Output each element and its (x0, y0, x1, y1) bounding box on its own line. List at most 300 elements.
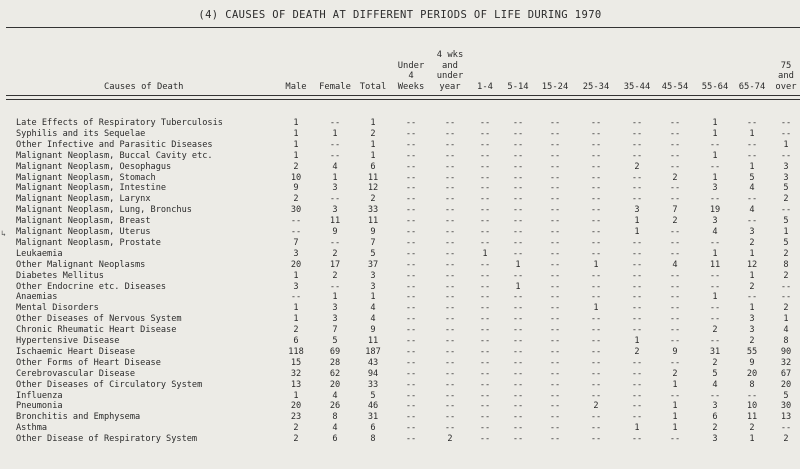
cell-25-34: -- (590, 423, 602, 434)
cell-1-4: -- (479, 368, 491, 379)
cell-75: 8 (783, 259, 789, 270)
cell-male: 2 (293, 434, 299, 445)
cell-total: 2 (370, 194, 376, 205)
cell-75: -- (780, 205, 792, 216)
cell-total: 6 (370, 423, 376, 434)
cell-u4w: -- (405, 150, 417, 161)
cell-4w1y: -- (444, 401, 456, 412)
cause-label: Cerebrovascular Disease (16, 368, 135, 379)
cell-5-14: -- (512, 248, 524, 259)
cell-55-64: 19 (709, 205, 721, 216)
cell-45-54: -- (669, 118, 681, 128)
column-header-25-34: 25-34 (582, 81, 610, 92)
cell-45-54: -- (669, 292, 681, 303)
cell-35-44: -- (631, 357, 643, 368)
cell-1-4: -- (479, 357, 491, 368)
cell-u4w: -- (405, 172, 417, 183)
cell-1-4: -- (479, 216, 491, 227)
cell-45-54: -- (669, 303, 681, 314)
column-header-male: Male (285, 81, 307, 92)
cell-15-24: -- (549, 434, 561, 445)
cell-15-24: -- (549, 183, 561, 194)
cause-label: Mental Disorders (16, 303, 99, 314)
cell-75: 1 (783, 227, 789, 237)
cause-label: Chronic Rheumatic Heart Disease (16, 325, 177, 336)
cell-75: 90 (780, 346, 792, 357)
cell-25-34: 2 (593, 401, 599, 412)
table-row (0, 260, 800, 271)
cell-25-34: -- (590, 379, 602, 390)
cell-75: 13 (780, 412, 792, 423)
cell-35-44: -- (631, 292, 643, 303)
cell-4w1y: -- (444, 237, 456, 248)
cause-label: Other Forms of Heart Disease (16, 357, 161, 368)
cell-65-74: 3 (749, 325, 755, 336)
cell-55-64: -- (709, 336, 721, 346)
column-header-5-14: 5-14 (507, 81, 529, 92)
cell-15-24: -- (549, 237, 561, 248)
cell-u4w: -- (405, 303, 417, 314)
cell-4w1y: -- (444, 128, 456, 139)
cell-male: 1 (293, 303, 299, 314)
cell-25-34: 1 (593, 259, 599, 270)
cell-4w1y: -- (444, 216, 456, 227)
cell-1-4: -- (479, 118, 491, 128)
cell-4w1y: -- (444, 205, 456, 216)
cell-75: 4 (783, 325, 789, 336)
table-row (0, 183, 800, 194)
table-row (0, 162, 800, 173)
cell-35-44: -- (631, 194, 643, 205)
cell-5-14: -- (512, 161, 524, 172)
cell-1-4: -- (479, 237, 491, 248)
cell-45-54: -- (669, 281, 681, 292)
cause-label: Diabetes Mellitus (16, 270, 104, 281)
cell-u4w: -- (405, 183, 417, 194)
cell-female: 11 (329, 216, 341, 227)
cell-u4w: -- (405, 412, 417, 423)
cell-1-4: -- (479, 390, 491, 401)
cell-5-14: -- (512, 292, 524, 303)
cell-5-14: -- (512, 172, 524, 183)
cell-25-34: -- (590, 139, 602, 150)
cell-15-24: -- (549, 314, 561, 325)
table-row (0, 249, 800, 260)
cell-35-44: 3 (634, 205, 640, 216)
cell-35-44: -- (631, 172, 643, 183)
cell-35-44: -- (631, 237, 643, 248)
cause-label: Pneumonia (16, 401, 63, 412)
cell-u4w: -- (405, 281, 417, 292)
cell-total: 2 (370, 128, 376, 139)
column-header-4w1y: 4 wks and under year (436, 50, 464, 92)
cell-65-74: 2 (749, 336, 755, 346)
cell-75: -- (780, 423, 792, 434)
cell-65-74: 1 (749, 303, 755, 314)
table-row (0, 412, 800, 423)
cell-male: 13 (290, 379, 302, 390)
cell-u4w: -- (405, 379, 417, 390)
cell-35-44: 1 (634, 423, 640, 434)
cell-4w1y: 2 (447, 434, 453, 445)
header-rule-lower (6, 99, 800, 100)
cell-total: 37 (367, 259, 379, 270)
cell-25-34: -- (590, 183, 602, 194)
cell-65-74: -- (746, 139, 758, 150)
cell-75: 8 (783, 336, 789, 346)
cell-55-64: 5 (712, 368, 718, 379)
cause-label: Malignant Neoplasm, Stomach (16, 172, 156, 183)
cell-total: 5 (370, 390, 376, 401)
cell-75: 5 (783, 390, 789, 401)
cell-65-74: 1 (749, 128, 755, 139)
column-header-55-64: 55-64 (701, 81, 729, 92)
cell-5-14: -- (512, 434, 524, 445)
table-row (0, 151, 800, 162)
cell-15-24: -- (549, 139, 561, 150)
cell-female: 3 (332, 183, 338, 194)
cell-55-64: 1 (712, 118, 718, 128)
cell-75: 20 (780, 379, 792, 390)
cell-5-14: -- (512, 379, 524, 390)
cell-1-4: -- (479, 336, 491, 346)
cell-5-14: -- (512, 216, 524, 227)
cell-75: 5 (783, 237, 789, 248)
cell-female: 17 (329, 259, 341, 270)
cell-25-34: -- (590, 325, 602, 336)
cell-35-44: -- (631, 248, 643, 259)
cause-label: Malignant Neoplasm, Oesophagus (16, 161, 172, 172)
cell-total: 94 (367, 368, 379, 379)
table-row (0, 205, 800, 216)
cell-15-24: -- (549, 412, 561, 423)
cell-35-44: 2 (634, 161, 640, 172)
cell-45-54: -- (669, 227, 681, 237)
cell-25-34: -- (590, 248, 602, 259)
cell-female: 1 (332, 172, 338, 183)
cell-55-64: -- (709, 161, 721, 172)
cell-u4w: -- (405, 390, 417, 401)
cell-total: 9 (370, 325, 376, 336)
cell-1-4: -- (479, 205, 491, 216)
cell-4w1y: -- (444, 194, 456, 205)
cell-35-44: -- (631, 390, 643, 401)
cell-male: 3 (293, 248, 299, 259)
cell-15-24: -- (549, 118, 561, 128)
cell-4w1y: -- (444, 227, 456, 237)
cell-5-14: -- (512, 423, 524, 434)
cell-u4w: -- (405, 270, 417, 281)
column-header-total: Total (359, 81, 387, 92)
cell-15-24: -- (549, 390, 561, 401)
cell-65-74: 9 (749, 357, 755, 368)
table-row (0, 194, 800, 205)
cell-4w1y: -- (444, 336, 456, 346)
cell-55-64: 1 (712, 150, 718, 161)
cell-25-34: -- (590, 172, 602, 183)
cell-55-64: 3 (712, 401, 718, 412)
cell-55-64: 1 (712, 292, 718, 303)
cell-55-64: -- (709, 281, 721, 292)
cell-65-74: 5 (749, 172, 755, 183)
cell-1-4: -- (479, 128, 491, 139)
cell-15-24: -- (549, 357, 561, 368)
cell-4w1y: -- (444, 270, 456, 281)
cell-5-14: -- (512, 227, 524, 237)
cell-1-4: -- (479, 292, 491, 303)
cell-65-74: 1 (749, 434, 755, 445)
cell-75: -- (780, 128, 792, 139)
cell-female: 20 (329, 379, 341, 390)
cell-65-74: 20 (746, 368, 758, 379)
cell-45-54: 1 (672, 412, 678, 423)
cell-35-44: -- (631, 401, 643, 412)
cell-15-24: -- (549, 248, 561, 259)
cell-45-54: 4 (672, 259, 678, 270)
cell-75: 3 (783, 161, 789, 172)
table-row (0, 118, 800, 129)
cell-4w1y: -- (444, 303, 456, 314)
cell-75: 2 (783, 248, 789, 259)
cell-female: 7 (332, 325, 338, 336)
cell-65-74: 2 (749, 237, 755, 248)
cell-total: 5 (370, 248, 376, 259)
cell-25-34: -- (590, 194, 602, 205)
cell-5-14: -- (512, 357, 524, 368)
cell-45-54: 2 (672, 216, 678, 227)
cell-65-74: 3 (749, 314, 755, 325)
cell-35-44: -- (631, 259, 643, 270)
cell-35-44: -- (631, 128, 643, 139)
cell-55-64: 2 (712, 357, 718, 368)
cell-female: 4 (332, 161, 338, 172)
cell-75: 32 (780, 357, 792, 368)
cell-4w1y: -- (444, 346, 456, 357)
cell-total: 33 (367, 379, 379, 390)
cause-label: Asthma (16, 423, 48, 434)
cell-25-34: -- (590, 434, 602, 445)
cell-total: 187 (365, 346, 381, 357)
cell-5-14: -- (512, 336, 524, 346)
cell-5-14: -- (512, 128, 524, 139)
cell-female: 3 (332, 205, 338, 216)
cell-4w1y: -- (444, 292, 456, 303)
cell-55-64: -- (709, 194, 721, 205)
cause-label: Malignant Neoplasm, Uterus (16, 227, 151, 237)
cause-label: Malignant Neoplasm, Prostate (16, 237, 161, 248)
cell-u4w: -- (405, 248, 417, 259)
cell-65-74: 11 (746, 412, 758, 423)
cell-total: 1 (370, 150, 376, 161)
cell-15-24: -- (549, 205, 561, 216)
cell-55-64: 3 (712, 183, 718, 194)
cell-45-54: 1 (672, 401, 678, 412)
cell-15-24: -- (549, 281, 561, 292)
cell-45-54: -- (669, 128, 681, 139)
cell-15-24: -- (549, 325, 561, 336)
cell-u4w: -- (405, 227, 417, 237)
cell-75: 30 (780, 401, 792, 412)
cell-15-24: -- (549, 172, 561, 183)
cell-25-34: -- (590, 314, 602, 325)
cell-5-14: -- (512, 118, 524, 128)
cause-label: Other Diseases of Circulatory System (16, 379, 203, 390)
cell-65-74: 2 (749, 281, 755, 292)
cell-5-14: -- (512, 194, 524, 205)
cell-total: 4 (370, 303, 376, 314)
cell-male: 1 (293, 314, 299, 325)
cell-male: 1 (293, 139, 299, 150)
cell-female: 5 (332, 336, 338, 346)
cell-total: 31 (367, 412, 379, 423)
cell-4w1y: -- (444, 281, 456, 292)
cell-25-34: -- (590, 346, 602, 357)
table-row (0, 282, 800, 293)
table-row (0, 216, 800, 227)
table-row (0, 434, 800, 445)
cell-1-4: -- (479, 314, 491, 325)
cell-female: 4 (332, 423, 338, 434)
cell-75: 2 (783, 303, 789, 314)
cause-label: Leukaemia (16, 248, 63, 259)
table-row (0, 140, 800, 151)
cell-75: -- (780, 281, 792, 292)
cell-25-34: -- (590, 412, 602, 423)
cell-15-24: -- (549, 270, 561, 281)
cell-5-14: -- (512, 237, 524, 248)
cell-female: 2 (332, 248, 338, 259)
cell-1-4: -- (479, 150, 491, 161)
cell-45-54: 2 (672, 368, 678, 379)
column-header-1-4: 1-4 (477, 81, 493, 92)
cell-45-54: -- (669, 336, 681, 346)
cell-4w1y: -- (444, 183, 456, 194)
cell-4w1y: -- (444, 325, 456, 336)
cell-55-64: -- (709, 270, 721, 281)
cause-label: Other Infective and Parasitic Diseases (16, 139, 213, 150)
cause-label: Influenza (16, 390, 63, 401)
column-header-45-54: 45-54 (661, 81, 689, 92)
cell-65-74: 55 (746, 346, 758, 357)
cell-65-74: -- (746, 390, 758, 401)
cell-total: 33 (367, 205, 379, 216)
cell-female: 69 (329, 346, 341, 357)
cell-35-44: -- (631, 412, 643, 423)
cell-female: 1 (332, 128, 338, 139)
cell-u4w: -- (405, 434, 417, 445)
cell-male: 3 (293, 281, 299, 292)
cell-1-4: -- (479, 270, 491, 281)
cell-45-54: -- (669, 183, 681, 194)
cell-male: 23 (290, 412, 302, 423)
cell-65-74: 4 (749, 205, 755, 216)
cell-male: 7 (293, 237, 299, 248)
table-row (0, 391, 800, 402)
table-row (0, 303, 800, 314)
cell-1-4: -- (479, 325, 491, 336)
cell-55-64: 6 (712, 412, 718, 423)
cell-u4w: -- (405, 401, 417, 412)
cell-male: 10 (290, 172, 302, 183)
cell-1-4: -- (479, 259, 491, 270)
cell-u4w: -- (405, 216, 417, 227)
cell-15-24: -- (549, 346, 561, 357)
cell-15-24: -- (549, 292, 561, 303)
cell-45-54: 7 (672, 205, 678, 216)
cell-u4w: -- (405, 314, 417, 325)
cell-total: 12 (367, 183, 379, 194)
column-header-u4w: Under 4 Weeks (397, 60, 425, 92)
cell-total: 11 (367, 336, 379, 346)
cell-total: 8 (370, 434, 376, 445)
cell-15-24: -- (549, 303, 561, 314)
cell-55-64: 4 (712, 227, 718, 237)
cell-female: -- (329, 139, 341, 150)
cell-65-74: 8 (749, 379, 755, 390)
cell-65-74: 1 (749, 270, 755, 281)
cell-1-4: -- (479, 412, 491, 423)
cell-65-74: -- (746, 118, 758, 128)
cell-female: 3 (332, 303, 338, 314)
cell-male: 15 (290, 357, 302, 368)
cell-75: 5 (783, 216, 789, 227)
table-row (0, 271, 800, 282)
cell-male: 1 (293, 270, 299, 281)
cell-45-54: -- (669, 161, 681, 172)
cell-1-4: -- (479, 172, 491, 183)
cell-male: -- (290, 292, 302, 303)
cell-55-64: 1 (712, 248, 718, 259)
table-row (0, 358, 800, 369)
cell-4w1y: -- (444, 161, 456, 172)
cell-female: 28 (329, 357, 341, 368)
cell-female: 1 (332, 292, 338, 303)
cell-25-34: -- (590, 237, 602, 248)
cell-4w1y: -- (444, 368, 456, 379)
cause-label: Other Malignant Neoplasms (16, 259, 146, 270)
cell-25-34: -- (590, 227, 602, 237)
cell-5-14: -- (512, 346, 524, 357)
cell-u4w: -- (405, 118, 417, 128)
cell-female: -- (329, 194, 341, 205)
cell-u4w: -- (405, 423, 417, 434)
cell-male: -- (290, 227, 302, 237)
cell-4w1y: -- (444, 259, 456, 270)
cell-male: 1 (293, 150, 299, 161)
cell-35-44: -- (631, 325, 643, 336)
cell-5-14: -- (512, 205, 524, 216)
cause-label: Other Endocrine etc. Diseases (16, 281, 167, 292)
cell-15-24: -- (549, 259, 561, 270)
cell-35-44: -- (631, 368, 643, 379)
cell-65-74: 12 (746, 259, 758, 270)
cell-4w1y: -- (444, 118, 456, 128)
cell-4w1y: -- (444, 150, 456, 161)
cell-75: 2 (783, 270, 789, 281)
cell-u4w: -- (405, 128, 417, 139)
cell-45-54: -- (669, 270, 681, 281)
cell-55-64: -- (709, 139, 721, 150)
cell-35-44: 1 (634, 227, 640, 237)
cell-65-74: -- (746, 194, 758, 205)
cell-u4w: -- (405, 139, 417, 150)
cell-15-24: -- (549, 216, 561, 227)
cell-male: 20 (290, 401, 302, 412)
cause-label: Malignant Neoplasm, Lung, Bronchus (16, 205, 192, 216)
cell-35-44: -- (631, 150, 643, 161)
cell-75: -- (780, 118, 792, 128)
cell-25-34: -- (590, 281, 602, 292)
